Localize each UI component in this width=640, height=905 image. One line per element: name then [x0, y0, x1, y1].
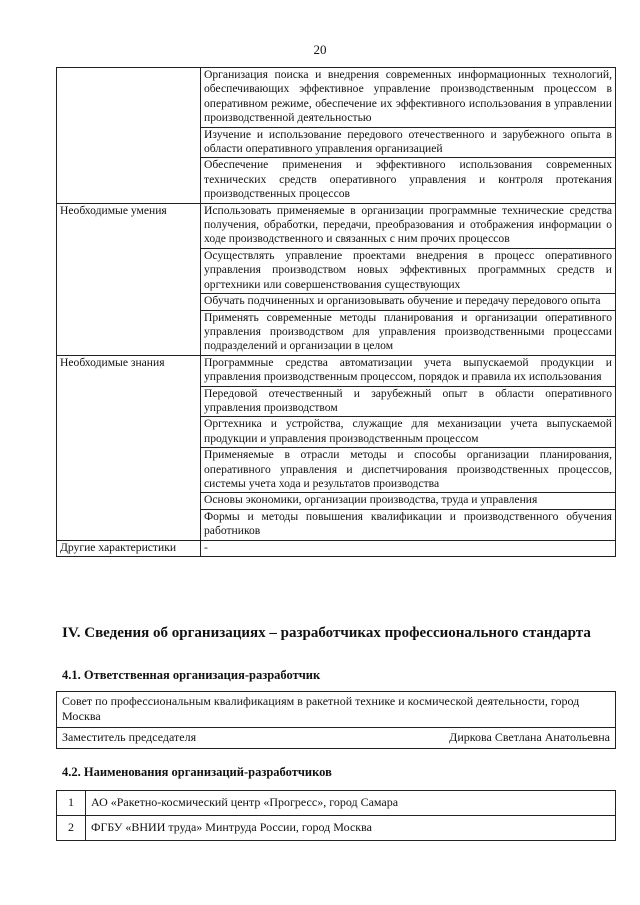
requirement-item: - — [201, 540, 616, 556]
requirement-item: Программные средства автоматизации учета выпускаемой продукции и управления производственным процессом, порядок и правила их использования — [201, 355, 616, 386]
requirement-item: Основы экономики, организации производства, труда и управления — [201, 493, 616, 509]
requirement-category-label: Другие характеристики — [57, 540, 201, 556]
section-title: IV. Сведения об организациях – разработчиках профессионального стандарта — [62, 625, 591, 641]
developer-number: 1 — [57, 791, 86, 816]
developer-row — [57, 816, 616, 841]
requirement-item: Обеспечение применения и эффективного использования современных технических средств оперативного управления и контроля протекания производственных процессов — [201, 158, 616, 203]
requirement-category-label: Необходимые умения — [57, 203, 201, 355]
requirement-item: Обучать подчиненных и организовывать обучение и передачу передового опыта — [201, 294, 616, 310]
requirement-item: Передовой отечественный и зарубежный опыт в области оперативного управления производством — [201, 386, 616, 417]
developer-row — [57, 791, 616, 816]
requirements-table-body — [57, 68, 616, 557]
developer-name: ФГБУ «ВНИИ труда» Минтруда России, город Москва — [86, 816, 616, 841]
requirement-item: Оргтехника и устройства, служащие для механизации учета выпускаемой продукции и управления производственным процессом — [201, 417, 616, 448]
requirement-item: Применять современные методы планирования и организации оперативного управления производством для управления производственными процессами подразделений и организации в целом — [201, 310, 616, 355]
requirements-row — [57, 355, 616, 386]
signatory-position: Заместитель председателя — [62, 730, 197, 744]
requirements-row — [57, 68, 616, 128]
org-signatory-cell — [57, 728, 616, 749]
requirement-item: Изучение и использование передового отечественного и зарубежного опыта в области оперативного управления организацией — [201, 127, 616, 158]
signatory-name: Диркова Светлана Анатольевна — [449, 730, 610, 744]
requirements-table — [56, 67, 616, 557]
requirements-row — [57, 540, 616, 556]
requirement-item: Организация поиска и внедрения современных информационных технологий, обеспечивающих эффективное управление производственным процессом в оперативном режиме, обеспечение их эффективного использования в управлении производственной деятельностью — [201, 68, 616, 128]
requirement-category-label — [57, 68, 201, 204]
org-signatory-row — [57, 728, 616, 749]
requirement-item: Использовать применяемые в организации программные технические средства получения, обработки, передачи, преобразования и отображения информации о ходе производственного и связанных с ним прочих процессов — [201, 203, 616, 248]
page-number: 20 — [313, 42, 327, 57]
requirements-row — [57, 203, 616, 248]
developer-orgs-table — [56, 790, 616, 841]
developer-orgs-heading: 4.2. Наименования организаций-разработчиков — [62, 765, 332, 779]
requirement-category-label: Необходимые знания — [57, 355, 201, 540]
developer-number: 2 — [57, 816, 86, 841]
requirement-item: Применяемые в отрасли методы и способы организации планирования, оперативного управления и диспетчирования производственных процессов, системы учета хода и результатов производства — [201, 448, 616, 493]
org-name-cell: Совет по профессиональным квалификациям в ракетной технике и космической деятельности, город Москва — [57, 692, 616, 728]
responsible-org-table — [56, 691, 616, 749]
org-name-row — [57, 692, 616, 728]
signatory-line — [62, 730, 610, 745]
requirement-item: Осуществлять управление проектами внедрения в процесс оперативного управления производством новых эффективных программных средств и оргтехники или совершенствования существующих — [201, 248, 616, 293]
responsible-org-heading: 4.1. Ответственная организация-разработчик — [62, 668, 321, 682]
developer-name: АО «Ракетно-космический центр «Прогресс», город Самара — [86, 791, 616, 816]
requirement-item: Формы и методы повышения квалификации и производственного обучения работников — [201, 509, 616, 540]
